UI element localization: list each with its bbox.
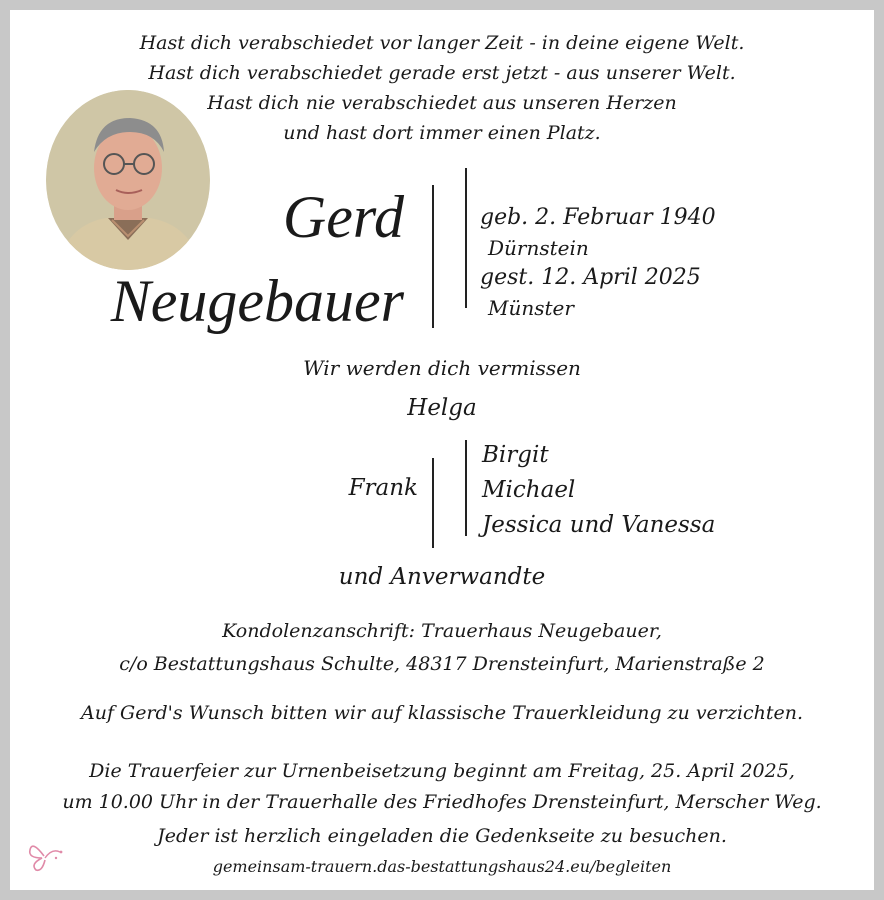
relatives: und Anverwandte (338, 564, 546, 590)
poem-line: Hast dich nie verabschiedet aus unseren Herzen (207, 92, 677, 114)
divider-line (465, 168, 467, 308)
condolence-line: Kondolenzanschrift: Trauerhaus Neugebauer, (222, 620, 662, 642)
death-place: Münster (488, 296, 574, 320)
death-date: gest. 12. April 2025 (480, 265, 701, 290)
invitation: Jeder ist herzlich eingeladen die Gedenkseite zu besuchen. (157, 825, 727, 847)
grandchild-name: Jessica und Vanessa (482, 512, 716, 538)
ceremony-line: Die Trauerfeier zur Urnenbeisetzung beginnt am Freitag, 25. April 2025, (89, 760, 795, 782)
butterfly-icon (26, 838, 66, 872)
mourners-intro: Wir werden dich vermissen (303, 356, 581, 380)
divider-line (432, 458, 434, 548)
spouse-name: Helga (407, 395, 477, 421)
ceremony-line: um 10.00 Uhr in der Trauerhalle des Friedhofes Drensteinfurt, Merscher Weg. (62, 791, 822, 813)
last-name: Neugebauer (110, 268, 404, 334)
poem-line: Hast dich verabschiedet gerade erst jetzt - aus unserer Welt. (148, 62, 736, 84)
memorial-url[interactable]: gemeinsam-trauern.das-bestattungshaus24.eu/begleiten (212, 857, 672, 876)
ceremony-info (10, 756, 874, 818)
poem-line: Hast dich verabschiedet vor langer Zeit - in deine eigene Welt. (139, 32, 745, 54)
grandchild-name: Michael (482, 477, 576, 503)
grandchild-name: Birgit (482, 442, 549, 468)
birth-place: Dürnstein (488, 236, 589, 260)
birth-date: geb. 2. Februar 1940 (480, 205, 716, 230)
life-dates (480, 203, 716, 323)
divider-line (432, 185, 434, 328)
divider-line (465, 440, 467, 536)
obituary-card (10, 10, 874, 890)
condolence-address (10, 615, 874, 681)
poem-line: und hast dort immer einen Platz. (283, 122, 601, 144)
condolence-line: c/o Bestattungshaus Schulte, 48317 Drensteinfurt, Marienstraße 2 (119, 653, 765, 675)
child-name: Frank (348, 475, 418, 501)
dress-wish: Auf Gerd's Wunsch bitten wir auf klassische Trauerkleidung zu verzichten. (80, 702, 803, 724)
grandchildren (482, 438, 715, 543)
first-name: Gerd (282, 184, 404, 250)
